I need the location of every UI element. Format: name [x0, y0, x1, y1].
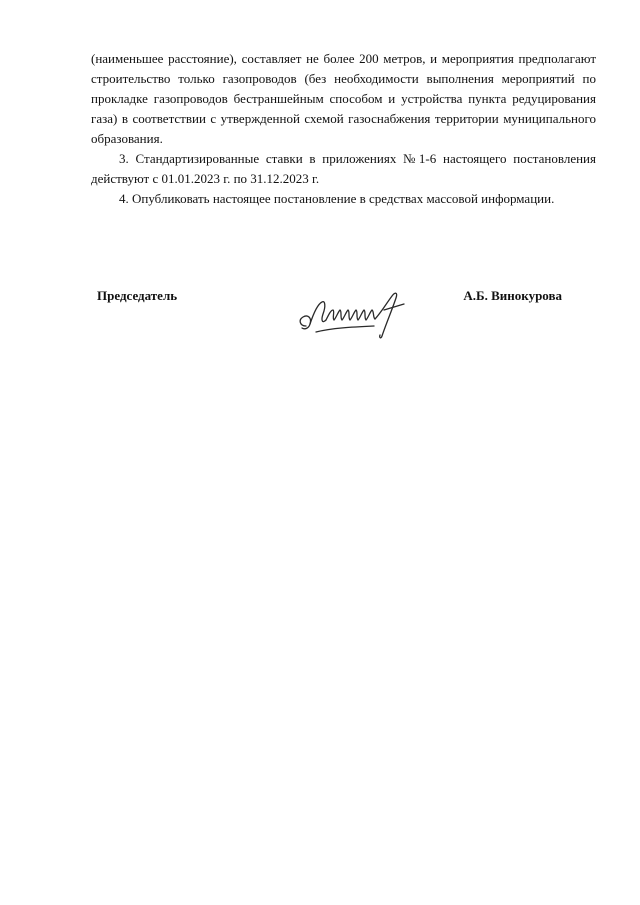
signatory-name: А.Б. Винокурова: [463, 288, 562, 303]
paragraph-continuation: (наименьшее расстояние), составляет не более 200 метров, и мероприятия предполагают строительство только газопроводов (без необходимости выполнения мероприятий по прокладке газопроводов бестраншейным способом и устройства пункта редуцирования газа) в соответствии с утвержденной схемой газоснабжения территории муниципального образования.: [91, 51, 596, 146]
handwritten-signature: [292, 290, 412, 342]
paragraph-item-3: 3. Стандартизированные ставки в приложениях №1-6 настоящего постановления действуют с 01.01.2023 г. по 31.12.2023 г.: [91, 151, 596, 186]
paragraph-item-4: 4. Опубликовать настоящее постановление в средствах массовой информации.: [119, 191, 555, 206]
document-body: [91, 49, 596, 209]
signatory-title: Председатель: [97, 288, 178, 303]
signature-block: [97, 288, 562, 348]
